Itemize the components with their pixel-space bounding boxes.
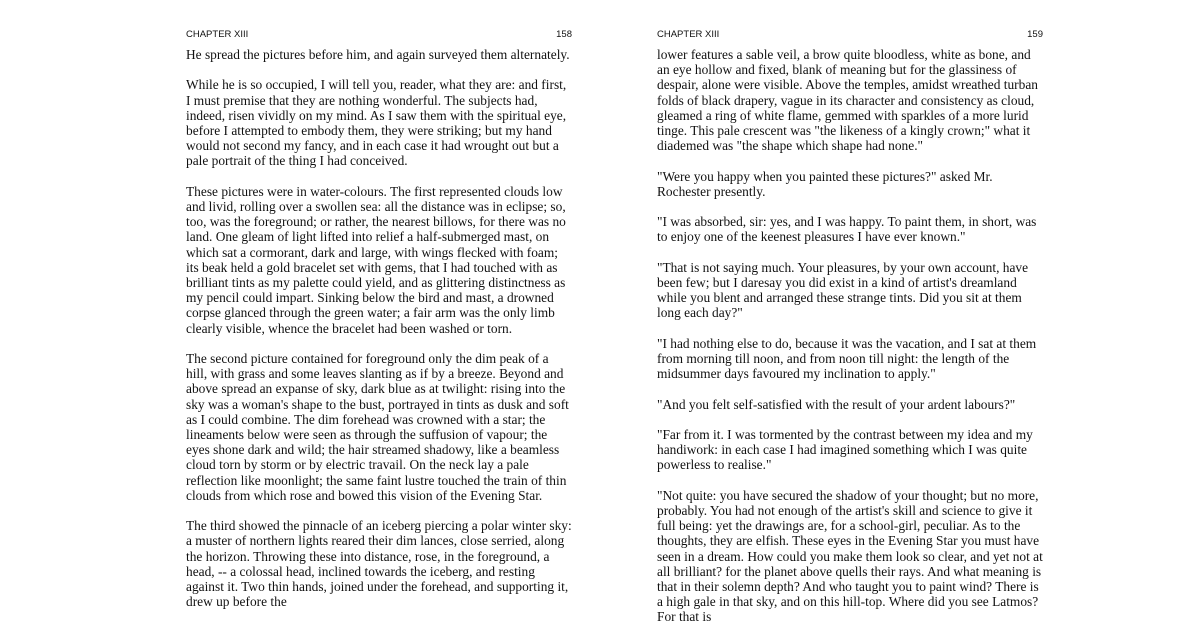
right-page-header [657,29,1043,41]
paragraph: These pictures were in water-colours. The first represented clouds low and livid, rolling over a swollen sea: all the distance was in eclipse; so, too, was the foreground; or rather, the nearest billows, for there was no land. One gleam of light lifted into relief a half-submerged mast, on which sat a cormorant, dark and large, with wings flecked with foam; its beak held a gold bracelet set with gems, that I had touched with as brilliant tints as my palette could yield, and as glittering distinctness as my pencil could impart. Sinking below the bird and mast, a drowned corpse glanced through the green water; a fair arm was the only limb clearly visible, whence the bracelet had been washed or torn. [186,183,566,336]
chapter-heading: CHAPTER XIII [186,29,249,40]
left-page-header [186,29,572,41]
left-page-body [186,47,572,625]
paragraph: "Not quite: you have secured the shadow of your thought; but no more, probably. You had not enough of the artist's skill and science to give it full being: yet the drawings are, for a school-girl, peculiar. As to the thoughts, they are elfish. These eyes in the Evening Star you must have seen in a dream. How could you make them look so clear, and yet not at all brilliant? for the planet above quells their rays. And what meaning is that in their solemn depth? And who taught you to paint wind? There is a high gale in that sky, and on this hill-top. Where did you see Latmos? For that is [657,487,1043,625]
right-page-body [657,47,1043,640]
paragraph: "Were you happy when you painted these pictures?" asked Mr. Rochester presently. [657,168,993,199]
paragraph: "I had nothing else to do, because it was the vacation, and I sat at them from morning till noon, and from noon till night: the length of the midsummer days favoured my inclination to apply." [657,335,1037,382]
chapter-heading: CHAPTER XIII [657,29,720,40]
paragraph: "That is not saying much. Your pleasures, by your own account, have been few; but I daresay you did exist in a kind of artist's dreamland while you blent and arranged these strange tints. Did you sit at them long each day?" [657,259,1029,321]
page-number: 158 [556,29,572,40]
left-page [186,0,572,627]
paragraph: The third showed the pinnacle of an iceberg piercing a polar winter sky: a muster of northern lights reared their dim lances, close serried, along the horizon. Throwing these into distance, rose, in the foreground, a head, -- a colossal head, inclined towards the iceberg, and resting against it. Two thin hands, joined under the forehead, and supporting it, drew up before the [186,518,572,610]
paragraph: The second picture contained for foreground only the dim peak of a hill, with grass and some leaves slanting as if by a breeze. Beyond and above spread an expanse of sky, dark blue as at twilight: rising into the sky was a woman's shape to the bust, portrayed in tints as dusk and soft as I could combine. The dim forehead was crowned with a star; the lineaments below were seen as through the suffusion of vapour; the eyes shone dark and wild; the hair streamed shadowy, like a beamless cloud torn by storm or by electric travail. On the neck lay a pale reflection like moonlight; the same faint lustre touched the train of thin clouds from which rose and bowed this vision of the Evening Star. [186,351,569,503]
paragraph: "I was absorbed, sir: yes, and I was happy. To paint them, in short, was to enjoy one of the keenest pleasures I have ever known." [657,214,1037,245]
paragraph: While he is so occupied, I will tell you, reader, what they are: and first, I must premise that they are nothing wonderful. The subjects had, indeed, risen vividly on my mind. As I saw them with the spiritual eye, before I attempted to embody them, they were striking; but my hand would not second my fancy, and in each case it had wrought out but a pale portrait of the thing I had conceived. [186,77,567,169]
page-number: 159 [1027,29,1043,40]
paragraph: "Far from it. I was tormented by the contrast between my idea and my handiwork: in each case I had imagined something which I was quite powerless to realise." [657,426,1033,473]
paragraph: lower features a sable veil, a brow quite bloodless, white as bone, and an eye hollow and fixed, blank of meaning but for the glassiness of despair, alone were visible. Above the temples, amidst wreathed turban folds of black drapery, vague in its character and consistency as cloud, gleamed a ring of white flame, gemmed with sparkles of a more lurid tinge. This pale crescent was "the likeness of a kingly crown;" what it diademed was "the shape which shape had none." [657,47,1038,154]
paragraph: "And you felt self-satisfied with the result of your ardent labours?" [657,396,1016,412]
right-page [657,0,1043,627]
paragraph: He spread the pictures before him, and again surveyed them alternately. [186,47,570,62]
